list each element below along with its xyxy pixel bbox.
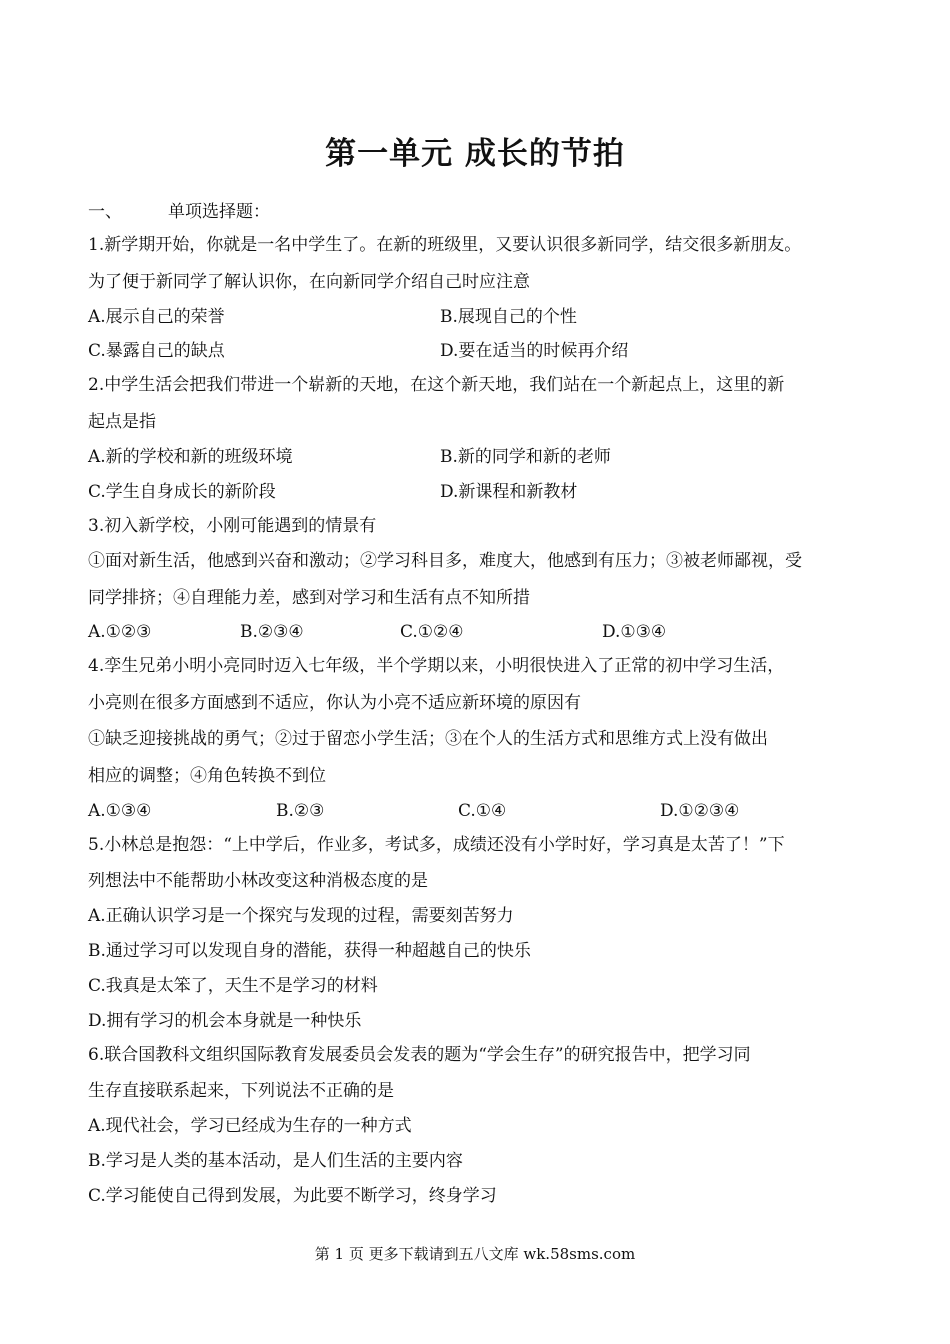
option-b: B.展现自己的个性: [440, 307, 577, 327]
option-d: D.拥有学习的机会本身就是一种快乐: [88, 1011, 362, 1031]
question-stem-line: 5.小林总是抱怨：“上中学后，作业多，考试多，成绩还没有小学时好，学习真是太苦了！”下: [88, 835, 785, 855]
page-footer: 第 1 页 更多下载请到五八文库 wk.58sms.com: [314, 1245, 636, 1263]
option-d: D.新课程和新教材: [440, 482, 578, 502]
question-stem-line: 小亮则在很多方面感到不适应，你认为小亮不适应新环境的原因有: [88, 693, 581, 713]
question-stem-line: 为了便于新同学了解认识你，在向新同学介绍自己时应注意: [88, 272, 530, 292]
section-heading: [88, 200, 868, 224]
option-c: C.①②④: [400, 622, 464, 642]
question-stem-line: 相应的调整；④角色转换不到位: [88, 766, 326, 786]
question-stem-line: 生存直接联系起来，下列说法不正确的是: [88, 1081, 394, 1101]
option-c: C.暴露自己的缺点: [88, 341, 225, 361]
option-a: A.①③④: [88, 801, 152, 821]
option-d: D.①③④: [602, 622, 667, 642]
option-c: C.学习能使自己得到发展，为此要不断学习，终身学习: [88, 1186, 497, 1206]
section-label: 单项选择题：: [168, 202, 270, 222]
question-stem-line: 起点是指: [88, 412, 156, 432]
option-b: B.②③: [276, 801, 325, 821]
question-stem-line: 列想法中不能帮助小林改变这种消极态度的是: [88, 871, 428, 891]
page-title: 第一单元 成长的节拍: [325, 136, 625, 172]
option-d: D.①②③④: [660, 801, 740, 821]
option-b: B.通过学习可以发现自身的潜能，获得一种超越自己的快乐: [88, 941, 531, 961]
option-a: A.正确认识学习是一个探究与发现的过程，需要刻苦努力: [88, 906, 514, 926]
option-b: B.学习是人类的基本活动，是人们生活的主要内容: [88, 1151, 463, 1171]
question-stem-line: 同学排挤；④自理能力差，感到对学习和生活有点不知所措: [88, 588, 530, 608]
question-stem-line: 6.联合国教科文组织国际教育发展委员会发表的题为“学会生存”的研究报告中，把学习同: [88, 1045, 751, 1065]
option-b: B.②③④: [240, 622, 304, 642]
option-a: A.①②③: [88, 622, 152, 642]
option-c: C.我真是太笨了，天生不是学习的材料: [88, 976, 378, 996]
question-stem-line: ①面对新生活，他感到兴奋和激动；②学习科目多，难度大，他感到有压力；③被老师鄙视，受: [88, 551, 802, 571]
question-stem-line: 1.新学期开始，你就是一名中学生了。在新的班级里，又要认识很多新同学，结交很多新朋友。: [88, 235, 802, 255]
option-d: D.要在适当的时候再介绍: [440, 341, 629, 361]
option-b: B.新的同学和新的老师: [440, 447, 611, 467]
option-a: A.展示自己的荣誉: [88, 307, 225, 327]
section-number: 一、: [88, 202, 122, 222]
question-stem-line: ①缺乏迎接挑战的勇气；②过于留恋小学生活；③在个人的生活方式和思维方式上没有做出: [88, 729, 768, 749]
option-a: A.现代社会，学习已经成为生存的一种方式: [88, 1116, 412, 1136]
question-stem-line: 3.初入新学校，小刚可能遇到的情景有: [88, 516, 377, 536]
option-c: C.学生自身成长的新阶段: [88, 482, 276, 502]
option-a: A.新的学校和新的班级环境: [88, 447, 293, 467]
question-stem-line: 4.孪生兄弟小明小亮同时迈入七年级，半个学期以来，小明很快进入了正常的初中学习生活，: [88, 656, 785, 676]
option-c: C.①④: [458, 801, 507, 821]
question-stem-line: 2.中学生活会把我们带进一个崭新的天地，在这个新天地，我们站在一个新起点上，这里的新: [88, 375, 785, 395]
